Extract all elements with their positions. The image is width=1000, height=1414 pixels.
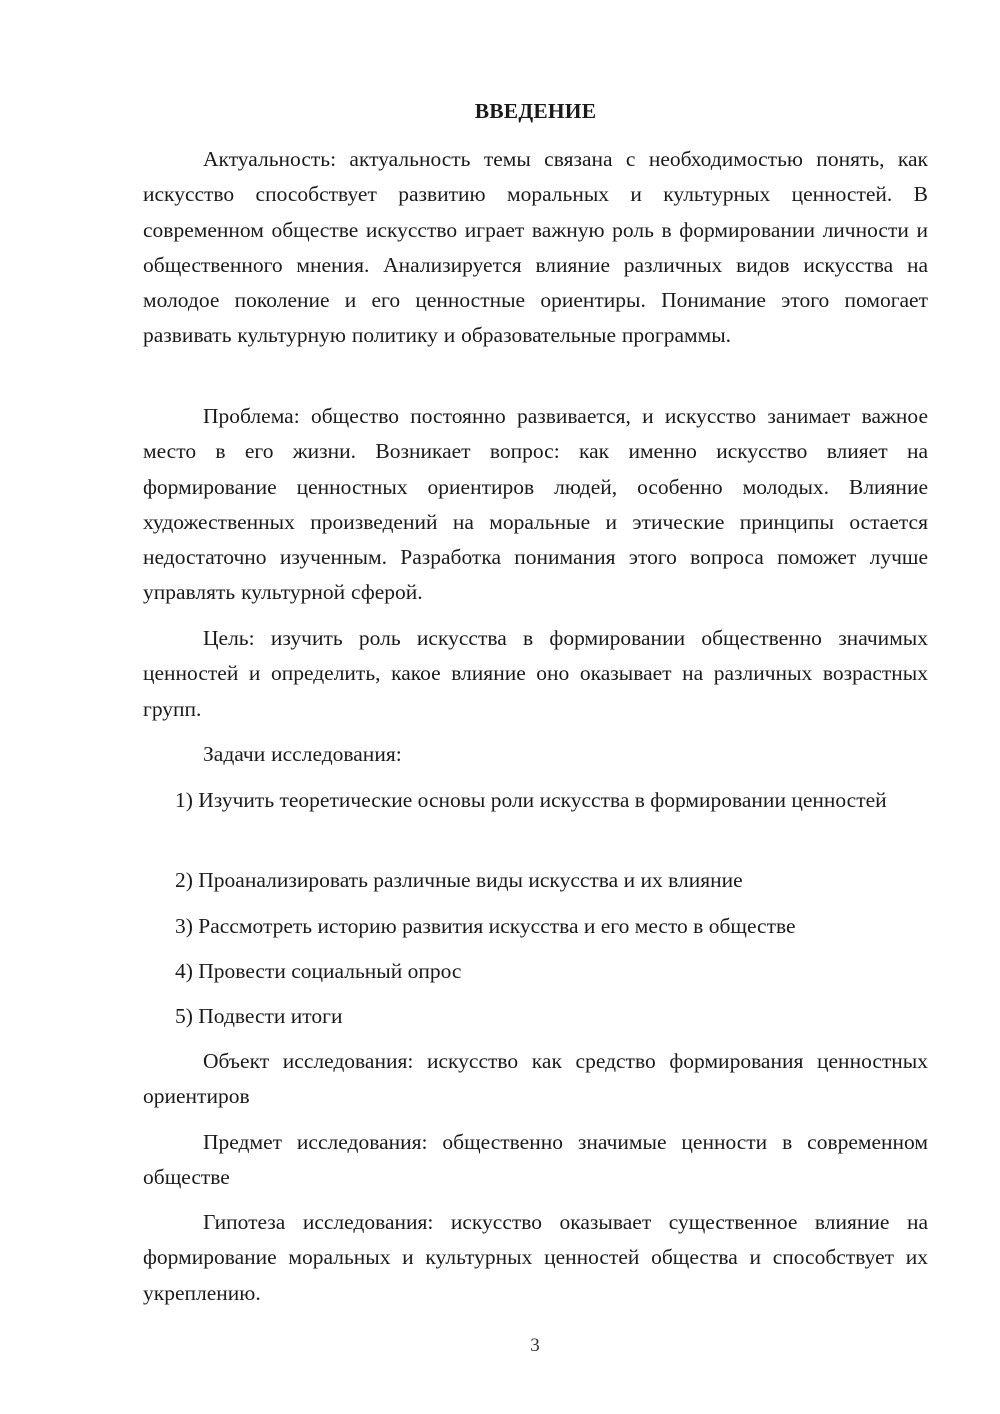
page-title: ВВЕДЕНИЕ <box>474 99 597 123</box>
task-item-2: 2) Проанализировать различные виды искусства и их влияние <box>175 868 743 892</box>
paragraph-subject: Предмет исследования: общественно значимые ценности в современном обществе <box>143 1130 928 1190</box>
task-item-5: 5) Подвести итоги <box>175 1004 343 1028</box>
task-item-4: 4) Провести социальный опрос <box>175 959 462 983</box>
task-item-1: 1) Изучить теоретические основы роли искусства в формировании ценностей <box>175 788 887 812</box>
paragraph-problem: Проблема: общество постоянно развивается, и искусство занимает важное место в его жизни. Возникает вопрос: как именно искусство влияет на формирование ценностных ориентиров людей, особенно молодых. Влияние художественных произведений на моральные и этические принципы остается недостаточно изученным. Разработка понимания этого вопроса поможет лучше управлять культурной сферой. <box>143 404 928 605</box>
paragraph-relevance: Актуальность: актуальность темы связана с необходимостью понять, как искусство способствует развитию моральных и культурных ценностей. В современном обществе искусство играет важную роль в формировании личности и общественного мнения. Анализируется влияние различных видов искусства на молодое поколение и его ценностные ориентиры. Понимание этого помогает развивать культурную политику и образовательные программы. <box>143 147 928 348</box>
tasks-title: Задачи исследования: <box>203 742 402 766</box>
paragraph-goal: Цель: изучить роль искусства в формировании общественно значимых ценностей и определить, какое влияние оно оказывает на различных возрастных групп. <box>143 626 928 721</box>
page-number: 3 <box>530 1335 540 1356</box>
paragraph-hypothesis: Гипотеза исследования: искусство оказывает существенное влияние на формирование моральных и культурных ценностей общества и способствует их укреплению. <box>143 1210 928 1305</box>
task-item-3: 3) Рассмотреть историю развития искусства и его место в обществе <box>175 914 796 938</box>
paragraph-object: Объект исследования: искусство как средство формирования ценностных ориентиров <box>143 1049 928 1109</box>
